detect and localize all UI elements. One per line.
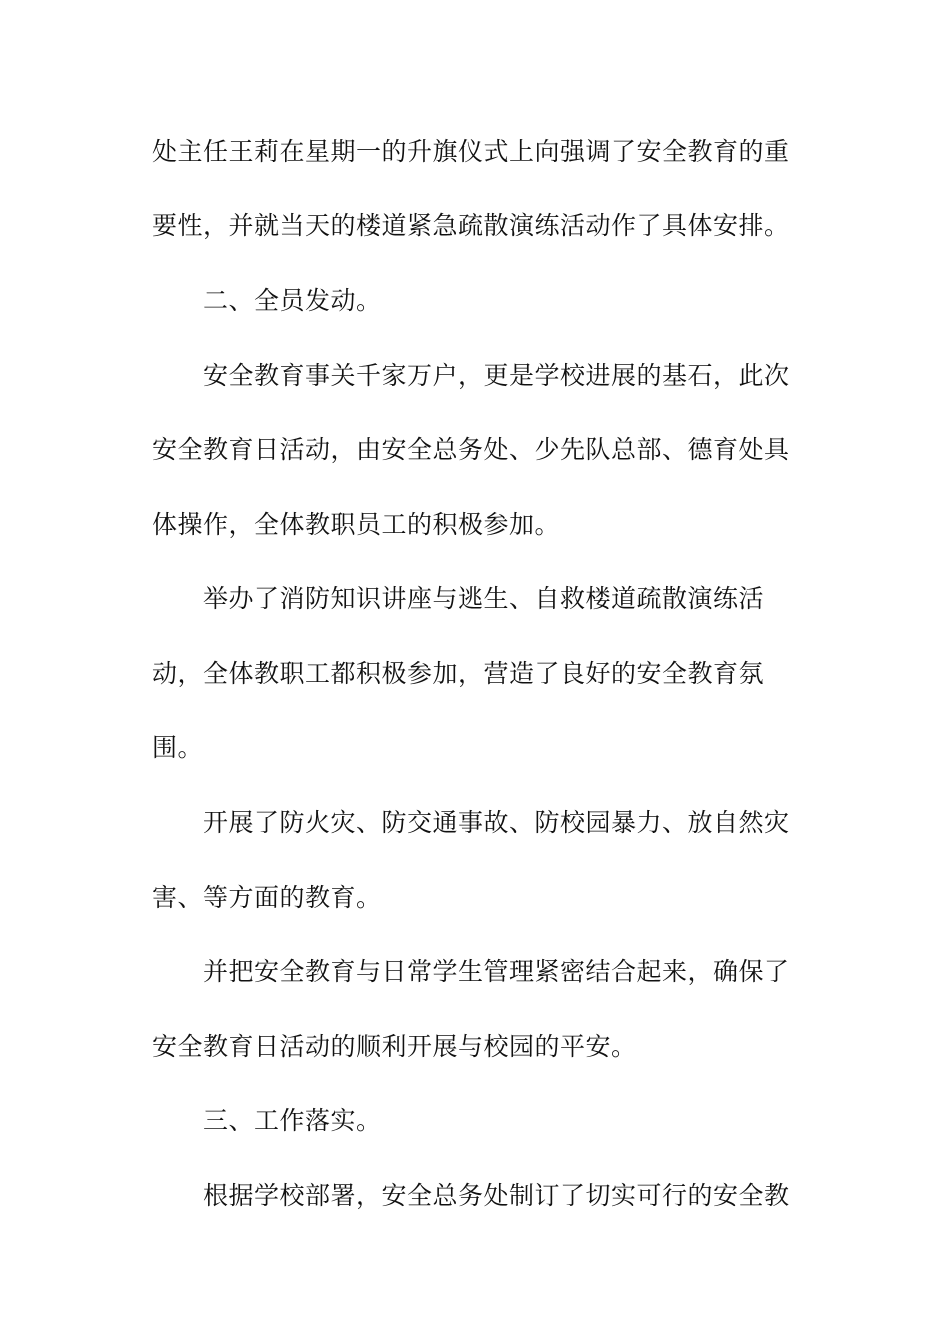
text-line: 体操作，全体教职员工的积极参加。 — [152, 510, 561, 539]
text-line: 并把安全教育与日常学生管理紧密结合起来，确保了 — [203, 957, 790, 986]
text-line: 处主任王莉在星期一的升旗仪式上向强调了安全教育的重 — [152, 137, 790, 166]
text-line: 安全教育事关千家万户，更是学校进展的基石，此次 — [203, 361, 790, 390]
text-line: 举办了消防知识讲座与逃生、自救楼道疏散演练活 — [203, 584, 765, 613]
section-heading: 二、全员发动。 — [203, 286, 382, 315]
text-line: 动，全体教职工都积极参加，营造了良好的安全教育氛 — [152, 659, 765, 688]
text-line: 害、等方面的教育。 — [152, 883, 382, 912]
text-line: 要性，并就当天的楼道紧急疏散演练活动作了具体安排。 — [152, 211, 790, 240]
text-line: 安全教育日活动的顺利开展与校园的平安。 — [152, 1032, 637, 1061]
text-line: 围。 — [152, 733, 204, 762]
text-line: 安全教育日活动，由安全总务处、少先队总部、德育处具 — [152, 435, 790, 464]
section-heading: 三、工作落实。 — [203, 1106, 382, 1135]
text-line: 根据学校部署，安全总务处制订了切实可行的安全教 — [203, 1181, 790, 1210]
text-line: 开展了防火灾、防交通事故、防校园暴力、放自然灾 — [203, 808, 790, 837]
